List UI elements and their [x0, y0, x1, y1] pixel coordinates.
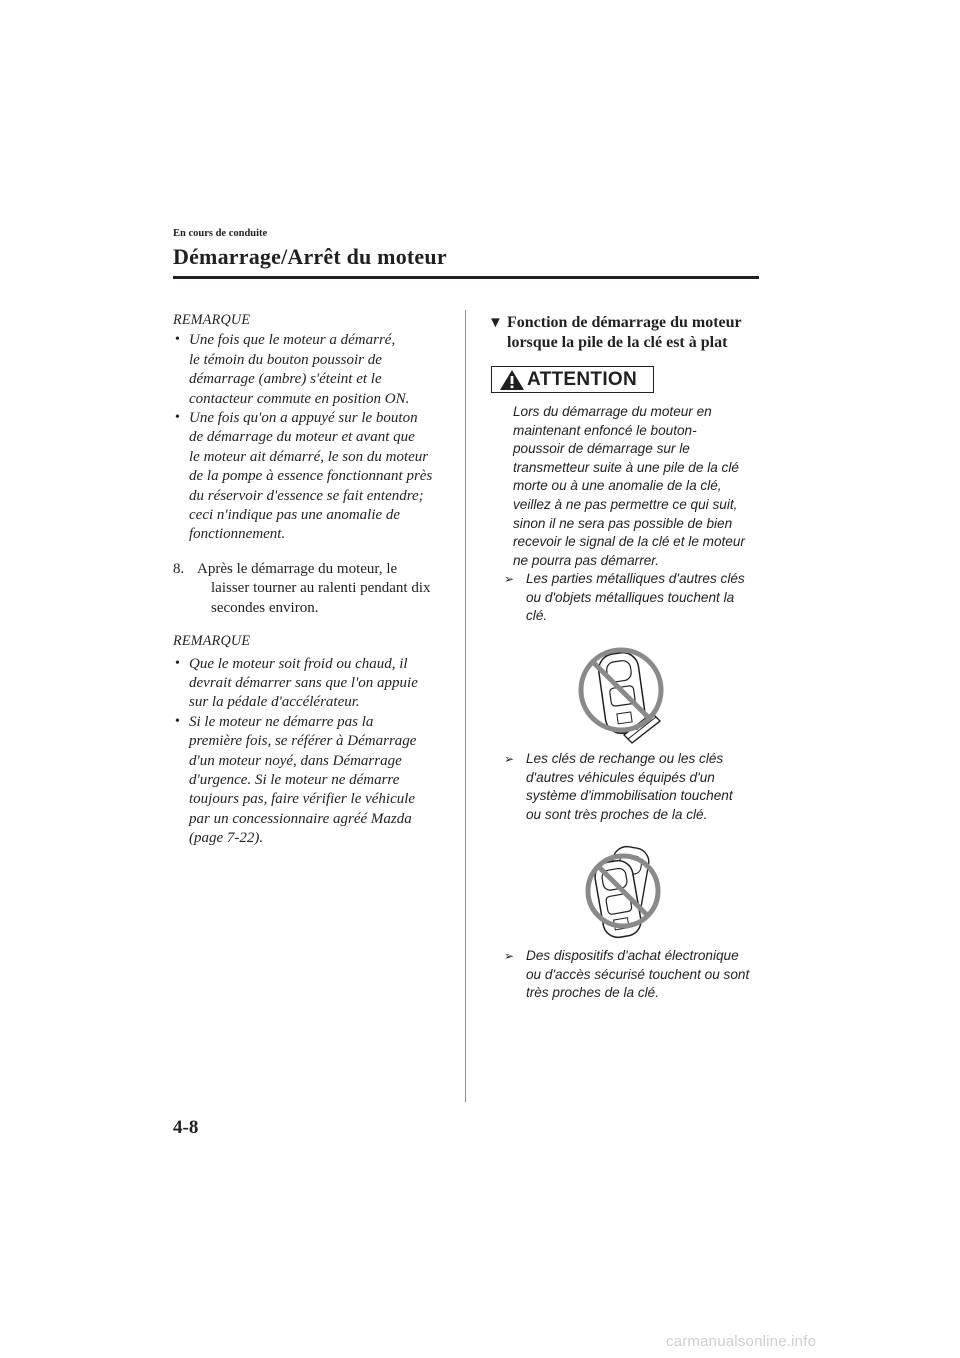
bullet-icon: •: [175, 332, 180, 348]
step-number: 8.: [173, 560, 185, 577]
key-metal-object-illustration: [578, 643, 664, 747]
remark-item: • Une fois qu'on a appuyé sur le bouton de démarrage du moteur et avant que le moteur ait démarré, le son du moteur de la pompe à essence fonctionnant près du réservoir d'essence se fait entendre; ceci n'indique pas une anomalie de fonctionnement.: [175, 410, 433, 543]
page-number: 4-8: [173, 1117, 199, 1138]
remark-list: [173, 655, 453, 849]
column-divider: [465, 310, 466, 1102]
arrow-right-icon: ➢: [504, 752, 515, 766]
header-rule: [173, 276, 759, 279]
section-label: En cours de conduite: [173, 228, 268, 239]
left-column: [173, 311, 453, 849]
remark-title: REMARQUE: [173, 312, 251, 328]
remark-title: REMARQUE: [173, 633, 251, 650]
arrow-right-icon: ➢: [504, 949, 515, 963]
page-title: Démarrage/Arrêt du moteur: [173, 244, 447, 269]
bullet-icon: •: [175, 655, 180, 671]
bullet-icon: •: [175, 713, 180, 729]
remark-item: • Si le moteur ne démarre pas la première fois, se référer à Démarrage d'un moteur noyé, dans Démarrage d'urgence. Si le moteur ne démarre toujours pas, faire vérifier le véhicule par un concessionnaire agréé Mazda (page 7-22).: [175, 713, 417, 847]
attention-text: Lors du démarrage du moteur en maintenant enfoncé le bouton- poussoir de démarrage sur le transmetteur suite à une pile de la clé morte ou à une anomalie de la clé, veillez à ne pas permettre ce qui suit, sinon il ne sera pas possible de bien recevoir le signal de la clé et le moteur ne pourra pas démarrer.: [513, 404, 745, 568]
attention-subitem: ➢ Les parties métalliques d'autres clés ou d'objets métalliques touchent la clé.: [504, 571, 745, 624]
attention-subitem: ➢ Les clés de rechange ou les clés d'autres véhicules équipés d'un système d'immobilisation touchent ou sont très proches de la clé.: [504, 751, 733, 822]
two-keys-illustration: [585, 843, 661, 943]
attention-subitem: ➢ Des dispositifs d'achat électronique ou d'accès sécurisé touchent ou sont très proches de la clé.: [504, 948, 750, 1001]
section-heading: ▼ Fonction de démarrage du moteur lorsque la pile de la clé est à plat: [488, 314, 742, 351]
remark-item: • Une fois que le moteur a démarré, le témoin du bouton poussoir de démarrage (ambre) s'éteint et le contacteur commute en position ON.: [175, 332, 410, 407]
attention-label: ATTENTION: [527, 368, 638, 390]
triangle-down-icon: ▼: [488, 315, 503, 331]
arrow-right-icon: ➢: [504, 572, 515, 586]
attention-box: [491, 366, 654, 393]
remark-list: [173, 331, 453, 544]
step-8: [173, 560, 453, 618]
remark-item: • Que le moteur soit froid ou chaud, il devrait démarrer sans que l'on appuie sur la pédale d'accélérateur.: [175, 655, 418, 711]
step-text: Après le démarrage du moteur, le laisser tourner au ralenti pendant dix secondes environ.: [197, 560, 431, 616]
bullet-icon: •: [175, 410, 180, 426]
footer-watermark: carmanualsonline.info: [666, 1333, 817, 1350]
warning-icon: [499, 369, 525, 391]
